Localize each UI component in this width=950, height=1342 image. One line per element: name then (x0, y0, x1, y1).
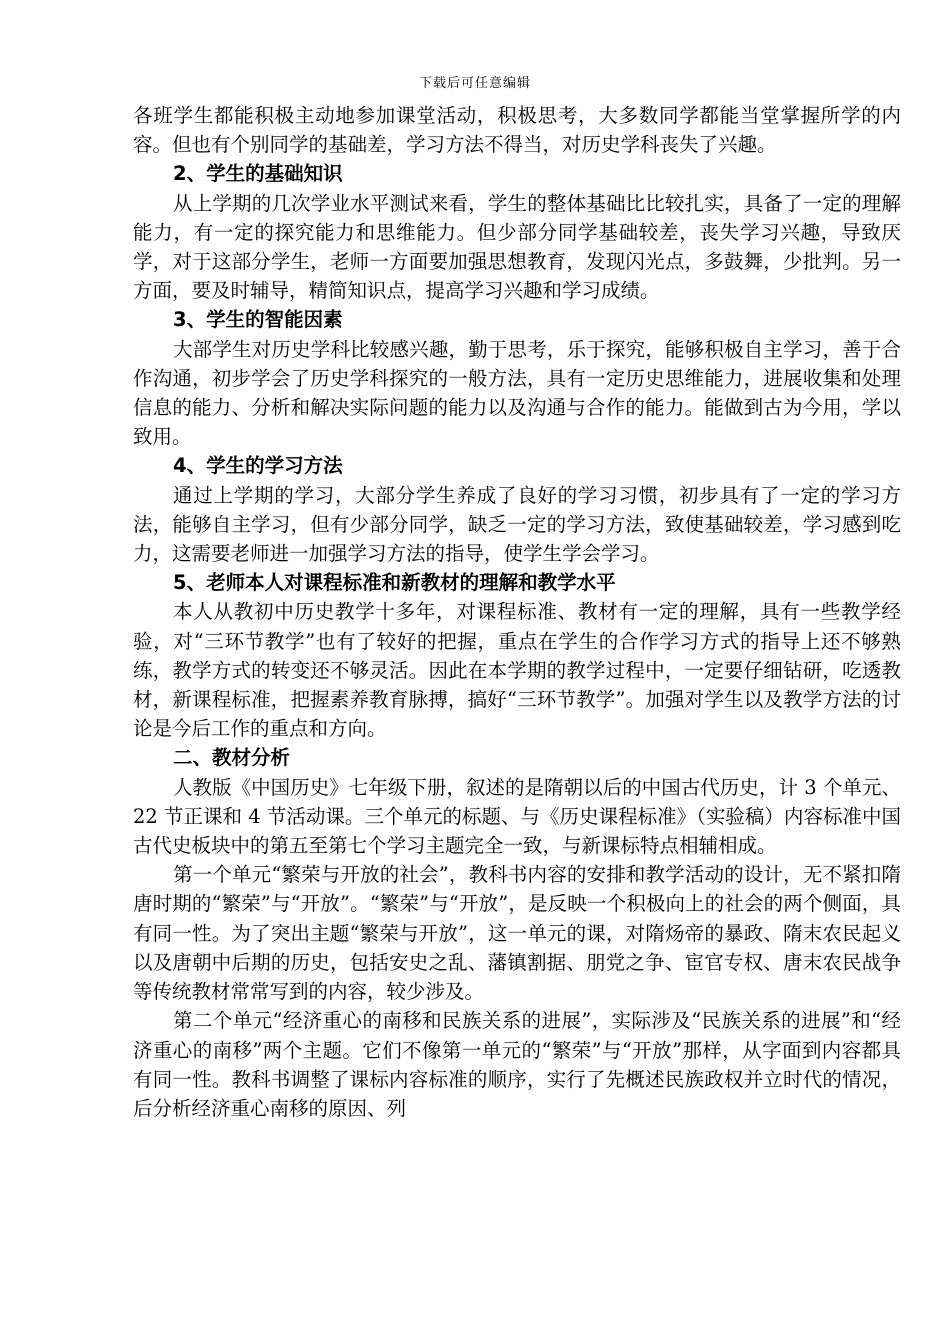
section-heading: 4、学生的学习方法 (173, 454, 343, 478)
paragraph: 从上学期的几次学业水平测试来看，学生的整体基础比比较扎实，具备了一定的理解能力，有一定的探究能力和思维能力。但少部分同学基础较差，丧失学习兴趣，导致厌学，对于这部分学生，老师一方面要加强思想教育，发现闪光点，多鼓舞，少批判。另一方面，要及时辅导，精简知识点，提高学习兴趣和学习成绩。 (133, 191, 901, 303)
section-heading: 3、学生的智能因素 (173, 308, 343, 332)
paragraph: 本人从教初中历史教学十多年，对课程标准、教材有一定的理解，具有一些教学经验，对“三环节教学”也有了较好的把握，重点在学生的合作学习方式的指导上还不够熟练，教学方式的转变还不够灵活。因此在本学期的教学过程中，一定要仔细钻研，吃透教材，新课程标准，把握素养教育脉搏，搞好“三环节教学”。加强对学生以及教学方法的讨论是今后工作的重点和方向。 (133, 600, 901, 741)
paragraph: 第二个单元“经济重心的南移和民族关系的进展”，实际涉及“民族关系的进展”和“经济重心的南移”两个主题。它们不像第一单元的“繁荣”与“开放”那样，从字面到内容都具有同一性。教科书调整了课标内容标准的顺序，实行了先概述民族政权并立时代的情况，后分析经济重心南移的原因、列 (133, 1009, 901, 1120)
paragraph: 大部学生对历史学科比较感兴趣，勤于思考，乐于探究，能够积极自主学习，善于合作沟通，初步学会了历史学科探究的一般方法，具有一定历史思维能力，进展收集和处理信息的能力、分析和解决实际问题的能力以及沟通与合作的能力。能做到古为今用，学以致用。 (133, 337, 901, 449)
section-heading: 2、学生的基础知识 (173, 162, 343, 186)
paragraph: 第一个单元“繁荣与开放的社会”，教科书内容的安排和教学活动的设计，无不紧扣隋唐时期的“繁荣”与“开放”。“繁荣”与“开放”，是反映一个积极向上的社会的两个侧面，具有同一性。为了突出主题“繁荣与开放”，这一单元的课，对隋炀帝的暴政、隋末农民起义以及唐朝中后期的历史，包括安史之乱、藩镇割据、朋党之争、宦官专权、唐末农民战争等传统教材常常写到的内容，较少涉及。 (133, 863, 901, 1004)
paragraph: 通过上学期的学习，大部分学生养成了良好的学习习惯，初步具有了一定的学习方法，能够自主学习，但有少部分同学，缺乏一定的学习方法，致使基础较差，学习感到吃力，这需要老师进一加强学习方法的指导，使学生学会学习。 (133, 483, 901, 566)
paragraph: 人教版《中国历史》七年级下册，叙述的是隋朝以后的中国古代历史，计 3 个单元、22 节正课和 4 节活动课。三个单元的标题、与《历史课程标准》（实验稿）内容标准中国古代史板块中的第五至第七个学习主题完全一致，与新课标特点相辅相成。 (133, 775, 901, 858)
document-body (133, 101, 901, 1123)
page-header: 下载后可任意编辑 (418, 76, 531, 91)
section-heading: 二、教材分析 (173, 746, 291, 770)
paragraph: 各班学生都能积极主动地参加课堂活动，积极思考，大多数同学都能当堂掌握所学的内容。但也有个别同学的基础差，学习方法不得当，对历史学科丧失了兴趣。 (133, 104, 901, 157)
section-heading: 5、老师本人对课程标准和新教材的理解和教学水平 (173, 571, 616, 595)
